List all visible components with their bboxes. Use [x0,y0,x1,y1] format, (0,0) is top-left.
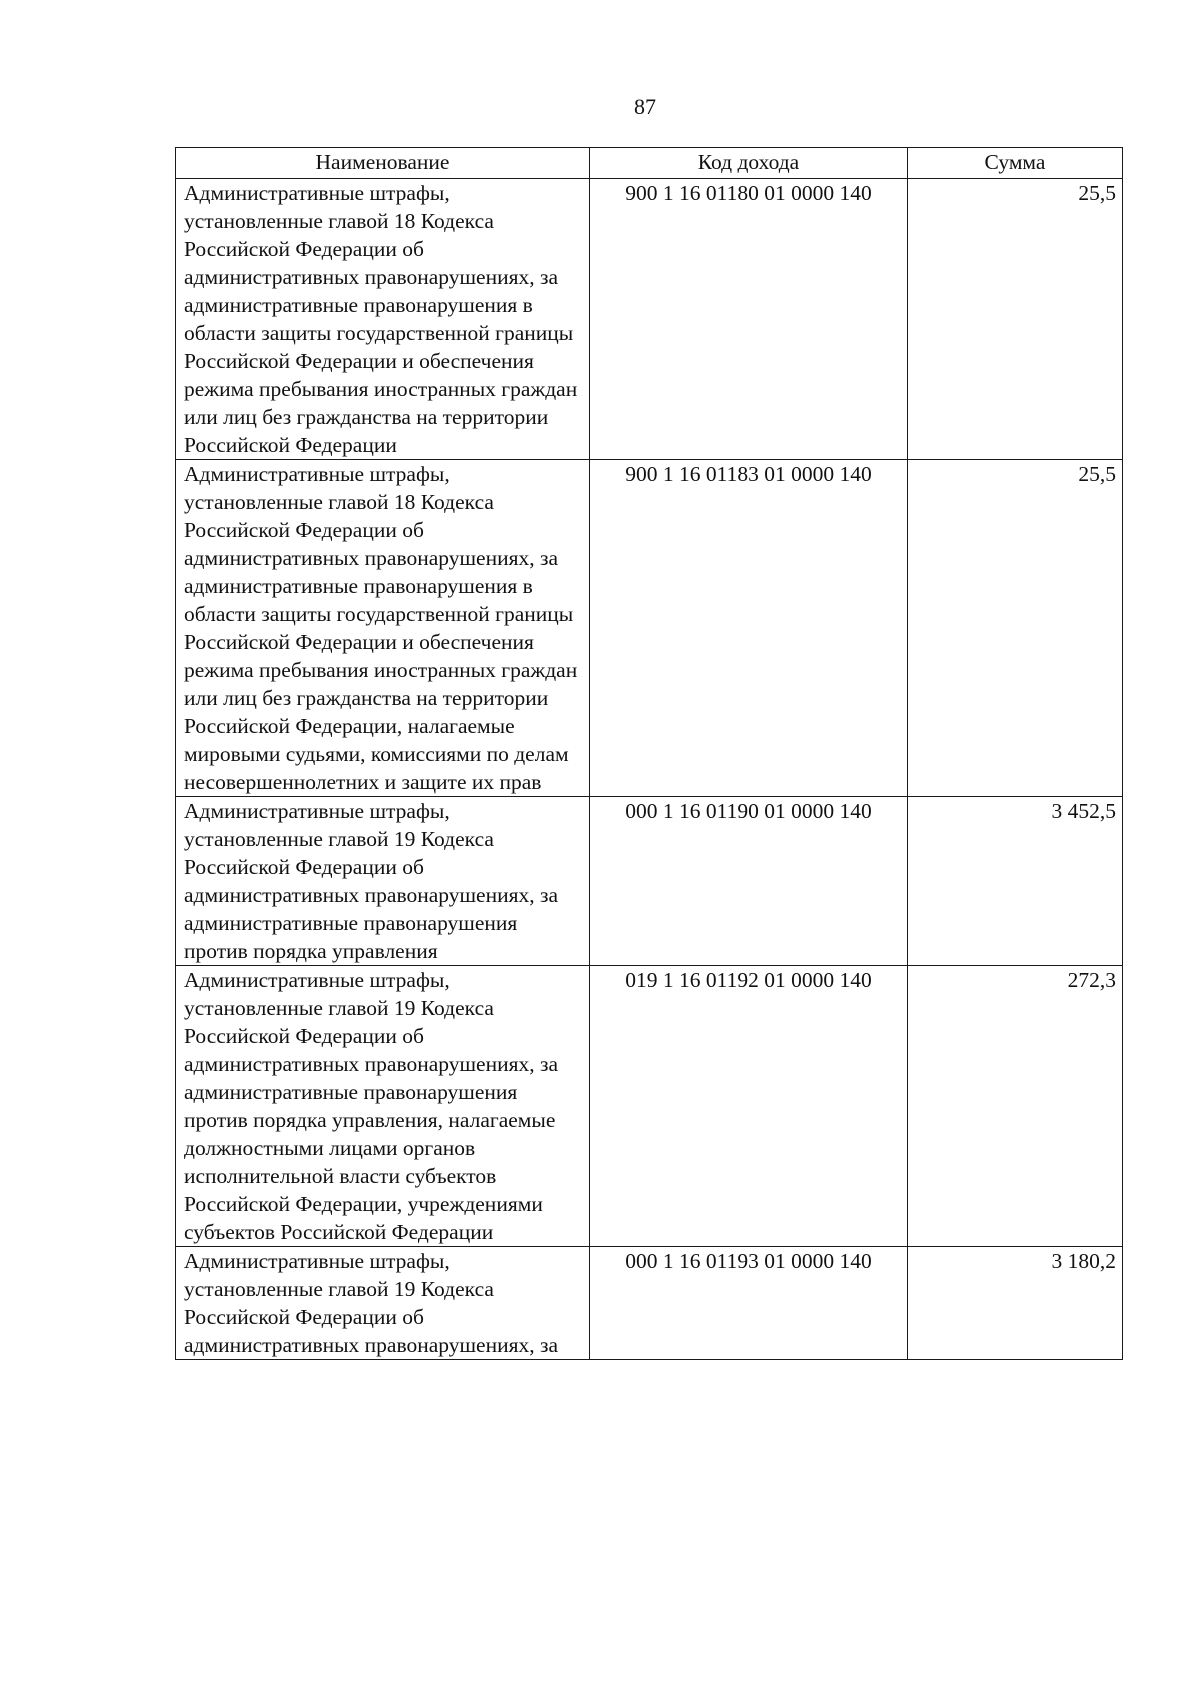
row-name: Административные штрафы, установленные главой 19 Кодекса Российской Федерации об административных правонарушениях, за [176,1247,590,1360]
row-sum: 25,5 [908,179,1123,460]
row-code: 000 1 16 01193 01 0000 140 [590,1247,908,1360]
revenue-table-container [175,147,1122,1360]
row-code: 019 1 16 01192 01 0000 140 [590,966,908,1247]
header-code: Код дохода [590,148,908,179]
table-row [176,1247,1123,1360]
table-header-row [176,148,1123,179]
row-sum: 25,5 [908,460,1123,797]
row-name: Административные штрафы, установленные главой 18 Кодекса Российской Федерации об административных правонарушениях, за административные правонарушения в области защиты государственной границы Российской Федерации и обеспечения режима пребывания иностранных граждан или лиц без гражданства на территории Российской Федерации [176,179,590,460]
table-row [176,460,1123,797]
row-sum: 3 452,5 [908,797,1123,966]
header-sum: Сумма [908,148,1123,179]
row-sum: 3 180,2 [908,1247,1123,1360]
page-number: 87 [634,94,656,119]
row-code: 900 1 16 01183 01 0000 140 [590,460,908,797]
table-row [176,179,1123,460]
row-name: Административные штрафы, установленные главой 19 Кодекса Российской Федерации об административных правонарушениях, за административные правонарушения против порядка управления, налагаемые должностными лицами органов исполнительной власти субъектов Российской Федерации, учреждениями субъектов Российской Федерации [176,966,590,1247]
row-name: Административные штрафы, установленные главой 19 Кодекса Российской Федерации об административных правонарушениях, за административные правонарушения против порядка управления [176,797,590,966]
revenue-table [175,147,1123,1360]
table-row [176,966,1123,1247]
row-name: Административные штрафы, установленные главой 18 Кодекса Российской Федерации об административных правонарушениях, за административные правонарушения в области защиты государственной границы Российской Федерации и обеспечения режима пребывания иностранных граждан или лиц без гражданства на территории Российской Федерации, налагаемые мировыми судьями, комиссиями по делам несовершеннолетних и защите их прав [176,460,590,797]
row-code: 900 1 16 01180 01 0000 140 [590,179,908,460]
header-name: Наименование [176,148,590,179]
table-row [176,797,1123,966]
row-sum: 272,3 [908,966,1123,1247]
row-code: 000 1 16 01190 01 0000 140 [590,797,908,966]
